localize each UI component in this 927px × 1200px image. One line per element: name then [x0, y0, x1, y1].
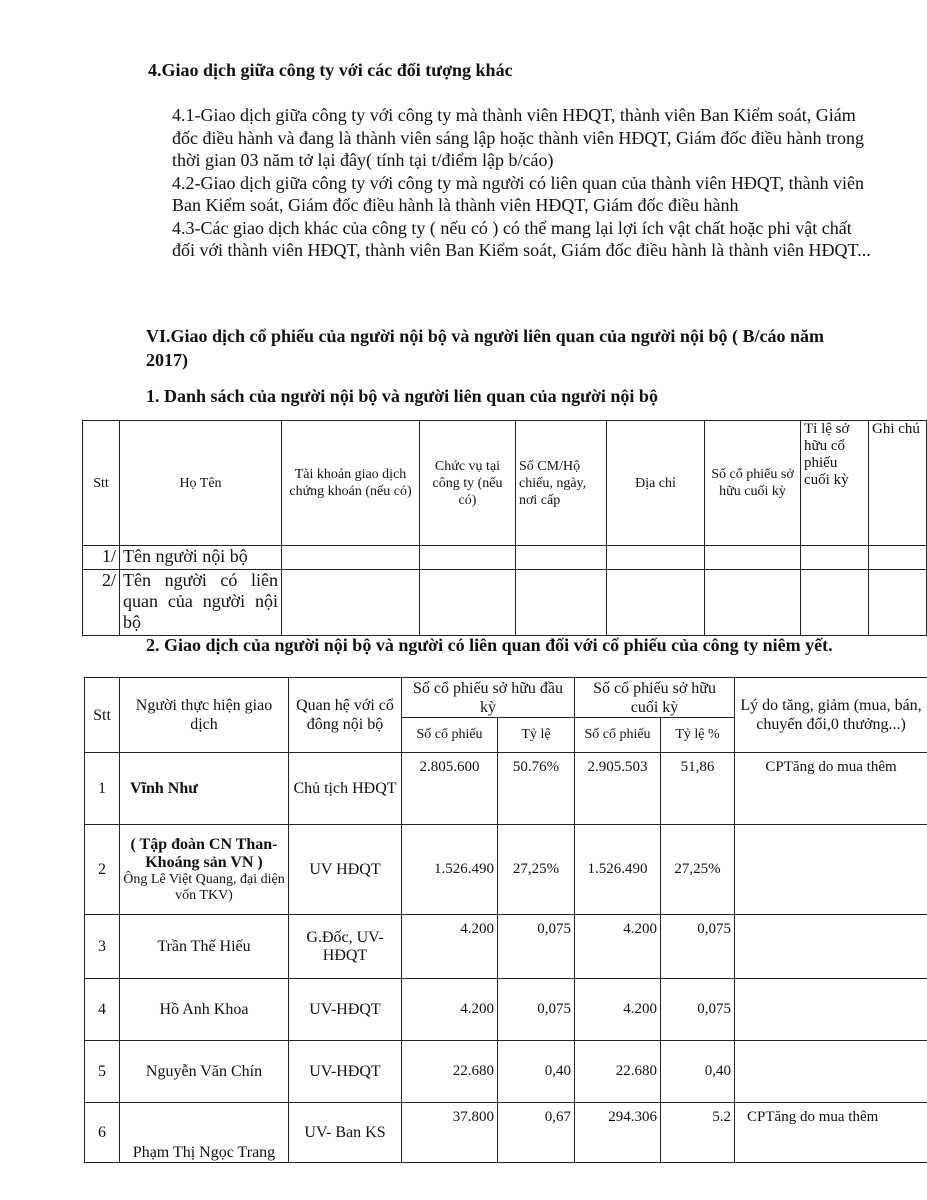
t2-stt: 2	[85, 825, 120, 915]
t2-end-shares: 22.680	[575, 1041, 661, 1103]
table-row	[85, 825, 927, 915]
insider-transactions-table	[84, 677, 927, 1163]
t2-reason	[735, 979, 927, 1041]
t2-relation: UV HĐQT	[289, 825, 402, 915]
t2-header-begin-shares: Số cổ phiếu	[402, 718, 498, 753]
t1-header-stt: Stt	[83, 421, 120, 546]
t2-person: Vĩnh Như	[120, 753, 289, 825]
table-row	[85, 753, 927, 825]
t1-header-account: Tài khoản giao dịch chứng khoán (nếu có)	[282, 421, 420, 546]
t2-header-end: Số cổ phiếu sở hữu cuối kỳ	[575, 678, 735, 718]
t2-header-begin-ratio: Tỷ lệ	[498, 718, 575, 753]
t2-header-person: Người thực hiện giao dịch	[120, 678, 289, 753]
t1-header-ratio: Tỉ lệ sở hữu cổ phiếu cuối kỳ	[801, 421, 869, 546]
t2-end-shares: 4.200	[575, 979, 661, 1041]
section-4-body	[172, 104, 872, 262]
section-4-title: 4.Giao dịch giữa công ty với các đối tượng khác	[148, 60, 513, 80]
t2-relation: G.Đốc, UV-HĐQT	[289, 915, 402, 979]
t2-end-shares: 1.526.490	[575, 825, 661, 915]
table-row	[83, 570, 927, 636]
t1-header-shares: Số cổ phiếu sở hữu cuối kỳ	[705, 421, 801, 546]
t2-stt: 3	[85, 915, 120, 979]
item-4-3: 4.3-Các giao dịch khác của công ty ( nếu có ) có thể mang lại lợi ích vật chất hoặc phi vật chất đối với thành viên HĐQT, thành viên Ban Kiểm soát, Giám đốc điều hành là thành viên HĐQT...	[172, 217, 871, 260]
subsection-1-title: 1. Danh sách của người nội bộ và người liên quan của người nội bộ	[146, 386, 658, 406]
item-4-2: 4.2-Giao dịch giữa công ty với công ty mà người có liên quan của thành viên HĐQT, thành viên Ban Kiểm soát, Giám đốc điều hành là thành viên HĐQT, Giám đốc điều hành	[172, 172, 865, 215]
t2-begin-shares: 1.526.490	[402, 825, 498, 915]
t2-begin-ratio: 50.76%	[498, 753, 575, 825]
t2-end-ratio: 51,86	[661, 753, 735, 825]
t1-name: Tên người có liên quan của người nội bộ	[120, 570, 282, 636]
t2-stt: 6	[85, 1103, 120, 1163]
t2-person	[120, 825, 289, 915]
t1-header-position: Chức vụ tại công ty (nếu có)	[420, 421, 516, 546]
t2-begin-shares: 4.200	[402, 915, 498, 979]
insider-list-table	[82, 420, 927, 636]
table-row	[85, 1041, 927, 1103]
t2-person: Trần Thế Hiếu	[120, 915, 289, 979]
t2-reason: CPTăng do mua thêm	[735, 753, 927, 825]
t1-stt: 1/	[83, 546, 120, 570]
t2-stt: 5	[85, 1041, 120, 1103]
t2-end-ratio: 0,075	[661, 915, 735, 979]
t1-header-note: Ghi chú	[869, 421, 927, 546]
t2-header-relation: Quan hệ với cổ đông nội bộ	[289, 678, 402, 753]
t2-begin-shares: 4.200	[402, 979, 498, 1041]
t2-end-shares: 2.905.503	[575, 753, 661, 825]
t2-stt: 1	[85, 753, 120, 825]
t2-relation: Chủ tịch HĐQT	[289, 753, 402, 825]
t2-person-rep: Ông Lê Việt Quang, đại diện vốn TKV)	[123, 871, 285, 903]
t1-header-name: Họ Tên	[120, 421, 282, 546]
t2-begin-ratio: 0,075	[498, 979, 575, 1041]
t2-end-ratio: 0,075	[661, 979, 735, 1041]
t2-begin-ratio: 27,25%	[498, 825, 575, 915]
t2-end-shares: 294.306	[575, 1103, 661, 1163]
t2-end-shares: 4.200	[575, 915, 661, 979]
t1-stt: 2/	[83, 570, 120, 636]
table-row	[85, 1103, 927, 1163]
t2-person: Phạm Thị Ngọc Trang	[120, 1103, 289, 1163]
t2-header-reason: Lý do tăng, giảm (mua, bán, chuyển đổi,0 thưởng...)	[735, 678, 927, 753]
t2-relation: UV- Ban KS	[289, 1103, 402, 1163]
t2-begin-ratio: 0,075	[498, 915, 575, 979]
t2-reason	[735, 1041, 927, 1103]
t2-begin-ratio: 0,67	[498, 1103, 575, 1163]
t2-begin-ratio: 0,40	[498, 1041, 575, 1103]
subsection-2-title: 2. Giao dịch của người nội bộ và người có liên quan đối với cổ phiếu của công ty niêm yết.	[146, 635, 833, 655]
t2-end-ratio: 27,25%	[661, 825, 735, 915]
item-4-1: 4.1-Giao dịch giữa công ty với công ty mà thành viên HĐQT, thành viên Ban Kiểm soát, Giám đốc điều hành và đang là thành viên sáng lập hoặc thành viên HĐQT, Giám đốc điều hành trong thời gian 03 năm tở lại đây( tính tại t/điểm lập b/cáo)	[172, 105, 864, 170]
t2-reason	[735, 825, 927, 915]
table-row	[85, 915, 927, 979]
t2-person: Nguyễn Văn Chín	[120, 1041, 289, 1103]
table-row	[83, 546, 927, 570]
table-row	[85, 979, 927, 1041]
t2-person-org: ( Tập đoàn CN Than-Khoáng sản VN )	[130, 835, 278, 871]
t2-begin-shares: 2.805.600	[402, 753, 498, 825]
t2-header-end-ratio: Tỷ lệ %	[661, 718, 735, 753]
t2-end-ratio: 5.2	[661, 1103, 735, 1163]
section-6-title: VI.Giao dịch cổ phiếu của người nội bộ và người liên quan của người nội bộ ( B/cáo năm 2017)	[146, 326, 824, 370]
t1-header-address: Địa chỉ	[607, 421, 705, 546]
t2-header-begin: Số cổ phiếu sở hữu đầu kỳ	[402, 678, 575, 718]
t2-header-stt: Stt	[85, 678, 120, 753]
t2-relation: UV-HĐQT	[289, 979, 402, 1041]
t2-person: Hồ Anh Khoa	[120, 979, 289, 1041]
t1-header-id: Số CM/Hộ chiếu, ngày, nơi cấp	[516, 421, 607, 546]
t2-end-ratio: 0,40	[661, 1041, 735, 1103]
t2-relation: UV-HĐQT	[289, 1041, 402, 1103]
t2-stt: 4	[85, 979, 120, 1041]
t2-reason: CPTăng do mua thêm	[735, 1103, 927, 1163]
t2-header-end-shares: Số cổ phiếu	[575, 718, 661, 753]
t2-begin-shares: 37.800	[402, 1103, 498, 1163]
t2-reason	[735, 915, 927, 979]
t1-name: Tên người nội bộ	[120, 546, 282, 570]
t2-begin-shares: 22.680	[402, 1041, 498, 1103]
